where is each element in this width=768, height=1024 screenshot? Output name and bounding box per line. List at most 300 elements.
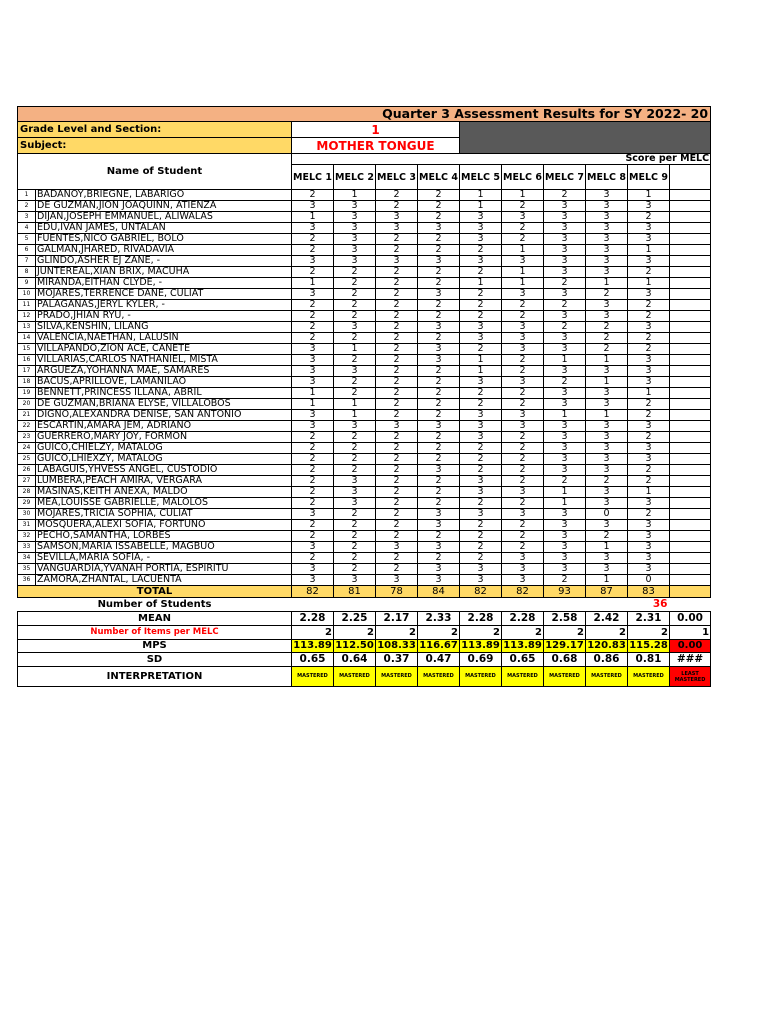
score-cell: 0 <box>586 509 628 520</box>
row-number: 28 <box>18 487 36 498</box>
grade-value: 1 <box>292 122 460 138</box>
row-number: 17 <box>18 366 36 377</box>
score-cell: 3 <box>628 377 670 388</box>
score-cell: 2 <box>502 223 544 234</box>
score-cell: 3 <box>334 201 376 212</box>
score-cell: 1 <box>292 399 334 410</box>
score-cell: 2 <box>418 410 460 421</box>
row-number: 26 <box>18 465 36 476</box>
score-cell: 2 <box>376 509 418 520</box>
score-cell <box>670 487 711 498</box>
score-cell: 3 <box>544 212 586 223</box>
melc-header <box>670 165 711 190</box>
score-cell: 1 <box>586 575 628 586</box>
score-cell: 3 <box>460 487 502 498</box>
score-cell: 2 <box>376 476 418 487</box>
score-cell: 2 <box>376 454 418 465</box>
items-label: Number of Items per MELC <box>18 626 292 640</box>
interp-cell: MASTERED <box>292 667 334 687</box>
score-cell: 3 <box>502 487 544 498</box>
sd-label: SD <box>18 653 292 667</box>
score-cell: 3 <box>586 212 628 223</box>
student-row <box>18 256 711 267</box>
score-cell: 1 <box>544 487 586 498</box>
score-cell <box>670 267 711 278</box>
score-cell <box>670 498 711 509</box>
score-cell: 2 <box>628 212 670 223</box>
score-cell: 3 <box>502 344 544 355</box>
student-name: GUICO,LHIEXZY, MATALOG <box>36 454 292 465</box>
score-cell: 3 <box>418 289 460 300</box>
score-cell: 1 <box>460 190 502 201</box>
row-number: 25 <box>18 454 36 465</box>
score-cell <box>670 432 711 443</box>
score-cell: 3 <box>292 256 334 267</box>
score-cell: 1 <box>334 190 376 201</box>
interp-cell: MASTERED <box>460 667 502 687</box>
student-row <box>18 476 711 487</box>
score-cell: 3 <box>586 300 628 311</box>
score-cell: 2 <box>376 190 418 201</box>
score-cell: 3 <box>628 256 670 267</box>
score-cell <box>670 300 711 311</box>
score-cell: 3 <box>628 421 670 432</box>
mps-cell: 113.89 <box>293 640 332 651</box>
score-cell: 2 <box>544 377 586 388</box>
score-cell: 2 <box>418 333 460 344</box>
score-cell: 2 <box>502 366 544 377</box>
score-cell: 2 <box>376 531 418 542</box>
row-number: 18 <box>18 377 36 388</box>
student-row <box>18 333 711 344</box>
score-cell: 3 <box>418 520 460 531</box>
empty-cell <box>376 598 418 612</box>
row-number: 8 <box>18 267 36 278</box>
score-cell: 2 <box>376 443 418 454</box>
score-cell: 2 <box>418 190 460 201</box>
row-number: 13 <box>18 322 36 333</box>
score-cell: 1 <box>502 267 544 278</box>
score-cell: 2 <box>586 289 628 300</box>
score-per-header: Score per MELC <box>292 154 711 165</box>
student-row <box>18 410 711 421</box>
student-name: DIGNO,ALEXANDRA DENISE, SAN ANTONIO <box>36 410 292 421</box>
score-cell: 2 <box>544 300 586 311</box>
mean-cell: 2.42 <box>586 612 628 626</box>
score-cell: 2 <box>460 454 502 465</box>
score-cell: 2 <box>334 432 376 443</box>
score-cell: 2 <box>460 443 502 454</box>
student-name: VILLARIAS,CARLOS NATHANIEL, MISTA <box>36 355 292 366</box>
score-cell: 1 <box>460 201 502 212</box>
score-cell <box>670 410 711 421</box>
student-row <box>18 443 711 454</box>
student-name: GUERRERO,MARY JOY, FORMON <box>36 432 292 443</box>
student-row <box>18 311 711 322</box>
row-number: 2 <box>18 201 36 212</box>
student-row <box>18 531 711 542</box>
score-cell: 2 <box>292 245 334 256</box>
score-cell: 1 <box>586 542 628 553</box>
score-cell <box>670 344 711 355</box>
score-cell: 2 <box>544 278 586 289</box>
score-cell: 3 <box>502 322 544 333</box>
score-cell: 2 <box>334 531 376 542</box>
student-name: MASINAS,KEITH ANEXA, MALDO <box>36 487 292 498</box>
mean-cell: 2.28 <box>460 612 502 626</box>
student-name: MOJARES,TRICIA SOPHIA, CULIAT <box>36 509 292 520</box>
mean-cell: 2.17 <box>376 612 418 626</box>
melc-header: MELC 2 <box>334 165 376 190</box>
student-name: DE GUZMAN,JION JOAQUINN, ATIENZA <box>36 201 292 212</box>
score-cell: 3 <box>334 498 376 509</box>
items-cell: 2 <box>628 626 670 640</box>
student-row <box>18 421 711 432</box>
score-cell: 2 <box>334 300 376 311</box>
score-cell: 3 <box>628 542 670 553</box>
score-cell: 2 <box>586 531 628 542</box>
score-cell: 3 <box>586 366 628 377</box>
student-name: MIRANDA,EITHAN CLYDE, - <box>36 278 292 289</box>
row-number: 34 <box>18 553 36 564</box>
student-row <box>18 509 711 520</box>
score-cell: 3 <box>628 553 670 564</box>
score-cell: 3 <box>544 509 586 520</box>
score-cell: 2 <box>334 377 376 388</box>
score-cell: 1 <box>334 399 376 410</box>
score-cell: 1 <box>586 355 628 366</box>
row-number: 3 <box>18 212 36 223</box>
score-cell: 2 <box>376 564 418 575</box>
score-cell: 2 <box>628 344 670 355</box>
score-cell: 3 <box>292 421 334 432</box>
score-cell: 3 <box>586 487 628 498</box>
score-cell: 3 <box>376 542 418 553</box>
score-cell: 3 <box>460 421 502 432</box>
score-cell: 2 <box>628 300 670 311</box>
score-cell: 3 <box>502 212 544 223</box>
score-cell: 2 <box>292 190 334 201</box>
score-cell: 3 <box>460 575 502 586</box>
items-cell: 2 <box>502 626 544 640</box>
sd-cell: 0.64 <box>334 653 376 667</box>
melc-header: MELC 6 <box>502 165 544 190</box>
score-cell: 3 <box>586 190 628 201</box>
score-cell: 3 <box>460 256 502 267</box>
interp-cell: LEAST MASTERED <box>670 667 711 687</box>
score-cell: 3 <box>628 564 670 575</box>
score-cell: 2 <box>460 553 502 564</box>
score-cell: 2 <box>376 322 418 333</box>
score-cell: 2 <box>376 410 418 421</box>
row-number: 16 <box>18 355 36 366</box>
score-cell: 2 <box>418 531 460 542</box>
score-cell: 2 <box>418 553 460 564</box>
score-cell <box>670 278 711 289</box>
score-cell: 2 <box>418 267 460 278</box>
score-cell: 2 <box>334 542 376 553</box>
student-name: ESCARTIN,AMARA JEM, ADRIANO <box>36 421 292 432</box>
sd-cell: 0.65 <box>292 653 334 667</box>
score-cell: 2 <box>460 311 502 322</box>
score-cell: 2 <box>460 520 502 531</box>
score-cell <box>670 520 711 531</box>
score-cell: 2 <box>586 344 628 355</box>
student-row <box>18 575 711 586</box>
score-cell: 3 <box>544 388 586 399</box>
score-cell: 1 <box>544 355 586 366</box>
student-name: DIJAN,JOSEPH EMMANUEL, ALIWALAS <box>36 212 292 223</box>
score-cell: 2 <box>292 520 334 531</box>
score-cell: 3 <box>418 322 460 333</box>
score-cell: 2 <box>376 311 418 322</box>
score-cell: 2 <box>418 311 460 322</box>
score-cell <box>670 399 711 410</box>
score-cell: 2 <box>460 399 502 410</box>
score-cell: 2 <box>502 388 544 399</box>
score-cell: 3 <box>544 564 586 575</box>
score-cell: 3 <box>544 256 586 267</box>
score-cell: 1 <box>544 498 586 509</box>
student-name: SILVA,KENSHIN, LILANG <box>36 322 292 333</box>
score-cell: 2 <box>460 245 502 256</box>
student-name: SAMSON,MARIA ISSABELLE, MAGBUO <box>36 542 292 553</box>
score-cell: 3 <box>586 388 628 399</box>
mps-cell: 113.89 <box>503 640 542 651</box>
mean-cell: 0.00 <box>670 612 711 626</box>
empty-cell <box>670 598 711 612</box>
melc-header: MELC 4 <box>418 165 460 190</box>
student-name: VILLAPANDO,ZION ACE, CANETE <box>36 344 292 355</box>
score-cell: 2 <box>292 234 334 245</box>
student-name: LABAGUIS,YHVESS ANGEL, CUSTODIO <box>36 465 292 476</box>
row-number: 5 <box>18 234 36 245</box>
score-cell: 2 <box>334 465 376 476</box>
mps-label: MPS <box>18 640 292 653</box>
melc-header: MELC 1 <box>292 165 334 190</box>
score-cell: 2 <box>502 443 544 454</box>
score-cell: 1 <box>628 388 670 399</box>
row-number: 30 <box>18 509 36 520</box>
score-cell: 3 <box>628 355 670 366</box>
score-cell: 3 <box>544 201 586 212</box>
total-label: TOTAL <box>18 586 292 598</box>
score-cell: 2 <box>628 465 670 476</box>
score-cell: 3 <box>586 311 628 322</box>
score-cell: 2 <box>376 201 418 212</box>
row-number: 19 <box>18 388 36 399</box>
mean-cell: 2.31 <box>628 612 670 626</box>
mps-cell: 129.17 <box>545 640 584 651</box>
score-cell <box>670 322 711 333</box>
score-cell: 2 <box>376 465 418 476</box>
score-cell: 2 <box>544 322 586 333</box>
row-number: 10 <box>18 289 36 300</box>
score-cell: 2 <box>502 520 544 531</box>
grade-label: Grade Level and Section: <box>18 122 292 138</box>
score-cell: 3 <box>460 234 502 245</box>
row-number: 12 <box>18 311 36 322</box>
score-cell: 3 <box>292 542 334 553</box>
score-cell: 2 <box>502 234 544 245</box>
student-row <box>18 201 711 212</box>
student-name: VALENCIA,NAETHAN, LALUSIN <box>36 333 292 344</box>
row-number: 1 <box>18 190 36 201</box>
score-cell: 3 <box>418 256 460 267</box>
score-cell <box>670 454 711 465</box>
mps-cell: 120.83 <box>587 640 626 651</box>
score-cell: 3 <box>418 223 460 234</box>
student-row <box>18 454 711 465</box>
items-cell: 2 <box>418 626 460 640</box>
score-cell: 2 <box>502 542 544 553</box>
score-cell <box>670 234 711 245</box>
score-cell: 3 <box>544 333 586 344</box>
score-cell: 3 <box>334 322 376 333</box>
score-cell: 3 <box>418 509 460 520</box>
mps-cell: 0.00 <box>670 640 711 653</box>
score-cell: 1 <box>628 190 670 201</box>
score-cell: 3 <box>334 223 376 234</box>
score-cell <box>670 553 711 564</box>
results-table <box>17 106 711 687</box>
interp-cell: MASTERED <box>376 667 418 687</box>
student-row <box>18 564 711 575</box>
row-number: 31 <box>18 520 36 531</box>
score-cell <box>670 311 711 322</box>
score-cell: 3 <box>586 201 628 212</box>
score-cell: 1 <box>292 278 334 289</box>
score-cell: 3 <box>502 553 544 564</box>
score-cell: 3 <box>460 509 502 520</box>
score-cell: 3 <box>544 520 586 531</box>
score-cell: 1 <box>586 278 628 289</box>
score-cell: 3 <box>544 531 586 542</box>
total-cell: 83 <box>628 586 670 598</box>
score-cell: 2 <box>460 465 502 476</box>
score-cell <box>670 245 711 256</box>
score-cell: 1 <box>628 487 670 498</box>
student-name: BADANOY,BRIEGNE, LABARIGO <box>36 190 292 201</box>
total-cell: 78 <box>376 586 418 598</box>
items-cell: 2 <box>376 626 418 640</box>
score-cell: 2 <box>334 278 376 289</box>
score-cell: 2 <box>292 443 334 454</box>
score-cell: 3 <box>460 432 502 443</box>
score-cell: 2 <box>418 377 460 388</box>
score-cell: 3 <box>544 289 586 300</box>
score-cell: 1 <box>502 190 544 201</box>
score-cell: 2 <box>502 201 544 212</box>
subject-value: MOTHER TONGUE <box>292 138 460 154</box>
score-cell: 3 <box>376 223 418 234</box>
score-cell: 2 <box>292 432 334 443</box>
score-cell: 2 <box>418 234 460 245</box>
row-number: 6 <box>18 245 36 256</box>
score-cell: 2 <box>418 443 460 454</box>
mean-cell: 2.28 <box>292 612 334 626</box>
score-cell: 1 <box>460 355 502 366</box>
melc-header: MELC 7 <box>544 165 586 190</box>
student-row <box>18 322 711 333</box>
student-row <box>18 520 711 531</box>
empty-cell <box>292 598 334 612</box>
score-cell: 2 <box>376 520 418 531</box>
score-cell: 2 <box>376 498 418 509</box>
score-cell: 1 <box>628 278 670 289</box>
items-cell: 1 <box>670 626 711 640</box>
score-cell: 3 <box>292 223 334 234</box>
score-cell: 2 <box>292 487 334 498</box>
melc-header: MELC 9 <box>628 165 670 190</box>
assessment-sheet <box>17 106 710 687</box>
name-header: Name of Student <box>18 154 292 190</box>
score-cell: 2 <box>628 399 670 410</box>
student-row <box>18 366 711 377</box>
score-cell: 3 <box>544 454 586 465</box>
score-cell: 3 <box>292 377 334 388</box>
student-name: MOSQUERA,ALEXI SOFIA, FORTUNO <box>36 520 292 531</box>
score-cell: 2 <box>628 432 670 443</box>
score-cell: 2 <box>292 531 334 542</box>
subject-label: Subject: <box>18 138 292 154</box>
student-name: VANGUARDIA,YVANAH PORTIA, ESPIRITU <box>36 564 292 575</box>
mean-label: MEAN <box>18 612 292 626</box>
score-cell: 3 <box>292 366 334 377</box>
score-cell: 3 <box>334 245 376 256</box>
score-cell: 1 <box>502 278 544 289</box>
row-number: 32 <box>18 531 36 542</box>
score-cell: 3 <box>628 289 670 300</box>
score-cell: 1 <box>586 377 628 388</box>
row-number: 22 <box>18 421 36 432</box>
items-row <box>18 626 711 640</box>
empty-cell <box>544 598 586 612</box>
total-cell: 82 <box>502 586 544 598</box>
interp-cell: MASTERED <box>544 667 586 687</box>
sd-cell: 0.37 <box>376 653 418 667</box>
student-row <box>18 388 711 399</box>
score-cell: 3 <box>418 575 460 586</box>
row-number: 4 <box>18 223 36 234</box>
score-cell: 3 <box>586 454 628 465</box>
score-cell: 2 <box>376 432 418 443</box>
score-cell: 3 <box>628 498 670 509</box>
empty-cell <box>502 598 544 612</box>
student-name: GUICO,CHIELZY, MATALOG <box>36 443 292 454</box>
score-cell: 2 <box>334 388 376 399</box>
score-cell: 2 <box>418 245 460 256</box>
total-cell: 81 <box>334 586 376 598</box>
student-row <box>18 245 711 256</box>
score-cell <box>670 564 711 575</box>
score-cell: 2 <box>334 454 376 465</box>
score-cell: 3 <box>586 564 628 575</box>
score-cell <box>670 366 711 377</box>
student-name: GALMAN,JHARED, RIVADAVIA <box>36 245 292 256</box>
score-cell: 3 <box>292 564 334 575</box>
score-cell <box>670 333 711 344</box>
total-cell: 84 <box>418 586 460 598</box>
items-cell: 2 <box>586 626 628 640</box>
score-cell: 2 <box>334 333 376 344</box>
student-name: DE GUZMAN,BRIANA ELYSE, VILLALOBOS <box>36 399 292 410</box>
num-students-label: Number of Students <box>97 598 212 610</box>
score-cell: 2 <box>334 289 376 300</box>
score-cell: 2 <box>418 366 460 377</box>
melc-header: MELC 3 <box>376 165 418 190</box>
score-cell: 2 <box>292 333 334 344</box>
